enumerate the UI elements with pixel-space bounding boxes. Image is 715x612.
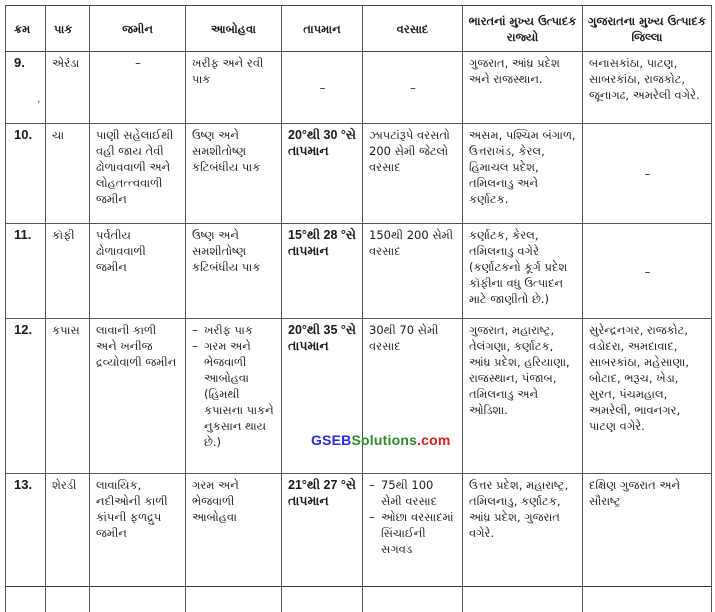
- climate-cell: ખરીફ અને રવી પાક: [186, 52, 282, 124]
- empty-cell: [186, 587, 282, 612]
- rainfall-cell: ઝાપટાંરૂપે વરસતો 200 સેમી જેટલો વરસાદ: [363, 124, 463, 224]
- temperature-cell: –: [282, 52, 363, 124]
- table-row-partial: [6, 587, 712, 612]
- gujarat-districts-cell: દક્ષિણ ગુજરાત અને સૌરાષ્ટ્ર: [583, 474, 712, 587]
- temperature-cell: 15°થી 28 °સે તાપમાન: [282, 224, 363, 319]
- climate-cell: ગરમ અને ભેજવાળી આબોહવા: [186, 474, 282, 587]
- table-row: [6, 319, 712, 474]
- soil-cell: લાવાની કાળી અને ખનીજ દ્રવ્યોવાળી જમીન: [90, 319, 186, 474]
- gujarat-districts-cell: બનાસકાંઠા, પાટણ, સાબરકાંઠા, રાજકોટ, જૂનાગઢ, અમરેલી વગેરે.: [583, 52, 712, 124]
- header-rainfall: વરસાદ: [363, 6, 463, 52]
- rainfall-cell: –: [363, 52, 463, 124]
- crop-name: એરંડા: [46, 52, 90, 124]
- crop-info-table: [5, 5, 712, 612]
- watermark-part-1: GSEB: [311, 432, 351, 448]
- rainfall-list: [369, 477, 457, 557]
- watermark-part-2: Solutions: [351, 432, 417, 448]
- empty-cell: [6, 587, 46, 612]
- header-temperature: તાપમાન: [282, 6, 363, 52]
- climate-list-item: – ખરીફ પાક: [192, 322, 276, 338]
- table-row: [6, 224, 712, 319]
- empty-cell: [583, 587, 712, 612]
- temperature-cell: 20°થી 30 °સે તાપમાન: [282, 124, 363, 224]
- climate-cell: [186, 319, 282, 474]
- row-number: 13.: [6, 474, 46, 587]
- empty-cell: [282, 587, 363, 612]
- row-number: 10.: [6, 124, 46, 224]
- rainfall-cell: 30થી 70 સેમી વરસાદ: [363, 319, 463, 474]
- gujarat-districts-cell: –: [583, 124, 712, 224]
- india-states-cell: ઉત્તર પ્રદેશ, મહારાષ્ટ્ર, તમિલનાડુ, કર્ણાટક, આંધ્ર પ્રદેશ, ગુજરાત વગેરે.: [463, 474, 583, 587]
- empty-cell: [46, 587, 90, 612]
- soil-cell: પાણી સહેલાઈથી વહી જાય તેવી ઢોળાવવાળી અને લોહતત્ત્વવાળી જમીન: [90, 124, 186, 224]
- climate-list-item: – ગરમ અને ભેજવાળી આબોહવા (હિમથી કપાસના પાકને નુકસાન થાય છે.): [192, 338, 276, 450]
- crop-name: કૉફી: [46, 224, 90, 319]
- empty-cell: [90, 587, 186, 612]
- header-num: ક્રમ: [6, 6, 46, 52]
- temperature-cell: 21°થી 27 °સે તાપમાન: [282, 474, 363, 587]
- crop-name: કપાસ: [46, 319, 90, 474]
- india-states-cell: અસમ, પશ્ચિમ બંગાળ, ઉત્તરાખંડ, કેરલ, હિમાચલ પ્રદેશ, તમિલનાડુ અને કર્ણાટક.: [463, 124, 583, 224]
- climate-list: [192, 322, 276, 450]
- empty-cell: [463, 587, 583, 612]
- climate-cell: ઉષ્ણ અને સમશીતોષ્ણ કટિબંધીય પાક: [186, 224, 282, 319]
- row-number: 11.: [6, 224, 46, 319]
- table-row: [6, 52, 712, 124]
- table-row: [6, 474, 712, 587]
- stray-mark: ʼ: [37, 100, 40, 111]
- header-climate: આબોહવા: [186, 6, 282, 52]
- row-number: 12.: [6, 319, 46, 474]
- header-soil: જમીન: [90, 6, 186, 52]
- table-header-row: [6, 6, 712, 52]
- row-number: 9.: [6, 52, 46, 124]
- rainfall-cell: 150થી 200 સેમી વરસાદ: [363, 224, 463, 319]
- india-states-cell: ગુજરાત, મહારાષ્ટ્ર, તેલંગણા, કર્ણાટક, આંધ્ર પ્રદેશ, હરિયાણા, રાજસ્થાન, પંજાબ, તમિલનાડુ અને ઓડિશા.: [463, 319, 583, 474]
- header-india-states: ભારતનાં મુખ્ય ઉત્પાદક રાજ્યો: [463, 6, 583, 52]
- crop-name: શેરડી: [46, 474, 90, 587]
- india-states-cell: ગુજરાત, આંધ્ર પ્રદેશ અને રાજસ્થાન.: [463, 52, 583, 124]
- rainfall-list-item: – 75થી 100 સેમી વરસાદ: [369, 477, 457, 509]
- empty-cell: [363, 587, 463, 612]
- crop-name: ચા: [46, 124, 90, 224]
- climate-cell: ઉષ્ણ અને સમશીતોષ્ણ કટિબંધીય પાક: [186, 124, 282, 224]
- gujarat-districts-cell: –: [583, 224, 712, 319]
- soil-cell: પર્વતીય ઢોળાવવાળી જમીન: [90, 224, 186, 319]
- watermark: [311, 432, 451, 448]
- temperature-cell: 20°થી 35 °સે તાપમાન: [282, 319, 363, 474]
- india-states-cell: કર્ણાટક, કેરલ, તમિલનાડુ વગેરે (કર્ણાટકનો કૂર્ગ પ્રદેશ કૉફીના વધુ ઉત્પાદન માટે જાણીતો છે.): [463, 224, 583, 319]
- table-row: [6, 124, 712, 224]
- soil-cell: –: [90, 52, 186, 124]
- rainfall-cell: [363, 474, 463, 587]
- rainfall-list-item: – ઓછા વરસાદમાં સિંચાઈની સગવડ: [369, 509, 457, 557]
- header-crop: પાક: [46, 6, 90, 52]
- gujarat-districts-cell: સુરેન્દ્રનગર, રાજકોટ, વડોદરા, અમદાવાદ, સાબરકાંઠા, મહેસાણા, બોટાદ, ભરૂચ, ખેડા, સુરત, પંચમહાલ, અમરેલી, ભાવનગર, પાટણ વગેરે.: [583, 319, 712, 474]
- soil-cell: લાવાયિક, નદીઓની કાળી કાંપની ફળદ્રુપ જમીન: [90, 474, 186, 587]
- header-gujarat-districts: ગુજરાતના મુખ્ય ઉત્પાદક જિલ્લા: [583, 6, 712, 52]
- watermark-part-3: .com: [417, 432, 450, 448]
